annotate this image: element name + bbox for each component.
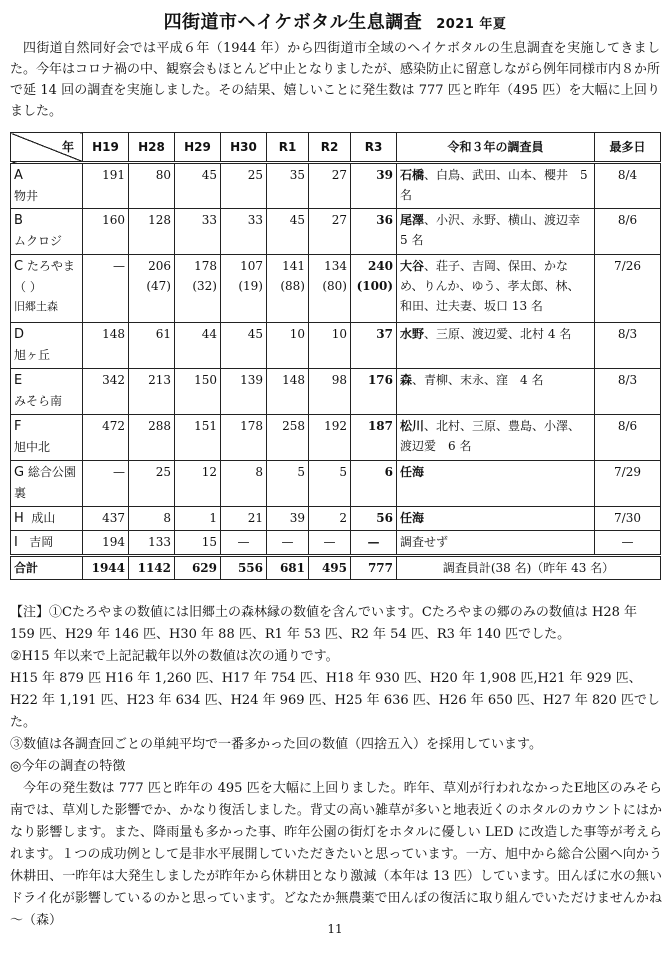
location-cell: E みそら南 xyxy=(11,369,83,415)
value-cell: 2 xyxy=(309,507,351,531)
value-cell: 33 xyxy=(175,209,221,255)
table-row xyxy=(11,507,661,531)
value-cell: 472 xyxy=(83,415,129,461)
location-cell: A 物井 xyxy=(11,163,83,209)
value-cell: 206 (47) xyxy=(129,255,175,323)
value-cell: 160 xyxy=(83,209,129,255)
surveyors-cell: 森、青柳、末永、窪 4 名 xyxy=(397,369,595,415)
total-value: 681 xyxy=(267,556,309,580)
peak-date-cell: 8/4 xyxy=(595,163,661,209)
value-cell: 33 xyxy=(221,209,267,255)
value-cell: 44 xyxy=(175,323,221,369)
value-cell: — xyxy=(221,531,267,556)
table-row xyxy=(11,209,661,255)
location-cell: D 旭ヶ丘 xyxy=(11,323,83,369)
value-cell: 213 xyxy=(129,369,175,415)
value-cell: 27 xyxy=(309,209,351,255)
value-cell: 178 xyxy=(221,415,267,461)
value-cell: 258 xyxy=(267,415,309,461)
surveyors-cell: 大谷、荘子、吉岡、保田、かなめ、りんか、ゆう、孝太郎、林、和田、辻夫妻、坂口 13 名 xyxy=(397,255,595,323)
note-2: ②H15 年以来で上記記載年以外の数値は次の通りです。 xyxy=(10,649,339,664)
peak-date-cell: — xyxy=(595,531,661,556)
total-value: 629 xyxy=(175,556,221,580)
features-paragraph: 今年の発生数は 777 匹と昨年の 495 匹を大幅に上回りました。昨年、草刈が行われなかったE地区のみそら南では、草刈した影響でか、かなり復活しました。背丈の高い雑草が多いと地表近くのホタルのカウントにはかなり影響します。また、降雨量も多かった事、昨年公園の街灯をホタルに優しい LED に改造した事等が考えられます。１つの成功例として是非水平展開していただきたいと思っています。一方、旭中から総合公園へ向かう休耕田、一昨年は大発生しましたが昨年から休耕田となり激減（本年は 13 匹）しています。田んぼに水の無いドライ化が影響しているのかと思っています。どなたか無農薬で田んぼの復活に取り組んでいただけませんかね～（森） xyxy=(10,781,662,928)
value-cell: — xyxy=(83,255,129,323)
peak-date-cell: 7/26 xyxy=(595,255,661,323)
value-cell: 437 xyxy=(83,507,129,531)
value-cell: 39 xyxy=(267,507,309,531)
value-cell: 5 xyxy=(309,461,351,507)
surveyors-cell: 尾澤、小沢、永野、横山、渡辺幸 5 名 xyxy=(397,209,595,255)
value-cell-r3: 56 xyxy=(351,507,397,531)
value-cell: 194 xyxy=(83,531,129,556)
value-cell: 35 xyxy=(267,163,309,209)
header-peak-date: 最多日 xyxy=(595,133,661,163)
value-cell: 288 xyxy=(129,415,175,461)
surveyors-cell: 石橋、白鳥、武田、山本、櫻井 5 名 xyxy=(397,163,595,209)
survey-table xyxy=(10,132,661,580)
value-cell: 151 xyxy=(175,415,221,461)
value-cell: 8 xyxy=(221,461,267,507)
value-cell: 25 xyxy=(129,461,175,507)
value-cell: 25 xyxy=(221,163,267,209)
features-heading: ◎今年の調査の特徴 xyxy=(10,759,126,774)
peak-date-cell: 8/3 xyxy=(595,323,661,369)
header-surveyors: 令和３年の調査員 xyxy=(397,133,595,163)
value-cell: 10 xyxy=(309,323,351,369)
table-row xyxy=(11,163,661,209)
value-cell: 1 xyxy=(175,507,221,531)
value-cell: 98 xyxy=(309,369,351,415)
value-cell: 178 (32) xyxy=(175,255,221,323)
value-cell-r3: 39 xyxy=(351,163,397,209)
notes-section xyxy=(10,602,662,932)
surveyors-cell: 松川、北村、三原、豊島、小澤、渡辺愛 6 名 xyxy=(397,415,595,461)
total-value-r3: 777 xyxy=(351,556,397,580)
location-cell: B ムクロジ xyxy=(11,209,83,255)
page-title xyxy=(0,8,670,34)
value-cell: 133 xyxy=(129,531,175,556)
table-row xyxy=(11,531,661,556)
total-value: 495 xyxy=(309,556,351,580)
value-cell-r3: — xyxy=(351,531,397,556)
header-year: 年 xyxy=(11,133,83,163)
value-cell: 141 (88) xyxy=(267,255,309,323)
total-value: 1944 xyxy=(83,556,129,580)
header-r3: R3 xyxy=(351,133,397,163)
value-cell-r3: 176 xyxy=(351,369,397,415)
surveyors-cell: 水野、三原、渡辺愛、北村 4 名 xyxy=(397,323,595,369)
location-cell: H 成山 xyxy=(11,507,83,531)
value-cell: 134 (80) xyxy=(309,255,351,323)
surveyors-cell: 調査せず xyxy=(397,531,595,556)
surveyors-cell: 任海 xyxy=(397,507,595,531)
value-cell-r3: 187 xyxy=(351,415,397,461)
value-cell: 191 xyxy=(83,163,129,209)
table-row xyxy=(11,461,661,507)
total-value: 556 xyxy=(221,556,267,580)
value-cell: 148 xyxy=(83,323,129,369)
value-cell: — xyxy=(267,531,309,556)
location-cell: I 吉岡 xyxy=(11,531,83,556)
note-3: ③数値は各調査回ごとの単純平均で一番多かった回の数値（四捨五入）を採用しています。 xyxy=(10,737,542,752)
note-2-values: H15 年 879 匹 H16 年 1,260 匹、H17 年 754 匹、H18 年 930 匹、H20 年 1,908 匹,H21 年 929 匹、H22 年 1,191 匹、H23 年 634 匹、H24 年 969 匹、H25 年 636 匹、H26 年 650 匹、H27 年 820 匹でした。 xyxy=(10,671,660,730)
table-row xyxy=(11,415,661,461)
value-cell: 61 xyxy=(129,323,175,369)
value-cell: 148 xyxy=(267,369,309,415)
peak-date-cell: 8/6 xyxy=(595,209,661,255)
location-cell: C たろやま（ ） 旧郷土森 xyxy=(11,255,83,323)
peak-date-cell: 8/3 xyxy=(595,369,661,415)
total-label: 合計 xyxy=(11,556,83,580)
value-cell: 139 xyxy=(221,369,267,415)
total-row xyxy=(11,556,661,580)
location-cell: G 総合公園裏 xyxy=(11,461,83,507)
value-cell: 80 xyxy=(129,163,175,209)
value-cell: 45 xyxy=(221,323,267,369)
value-cell: 21 xyxy=(221,507,267,531)
location-cell: F 旭中北 xyxy=(11,415,83,461)
table-row xyxy=(11,323,661,369)
value-cell: 5 xyxy=(267,461,309,507)
note-1: 【注】①Cたろやまの数値には旧郷土の森林縁の数値を含んでいます。Cたろやまの郷のみの数値は H28 年 159 匹、H29 年 146 匹、H30 年 88 匹、R1 年 53 匹、R2 年 54 匹、R3 年 140 匹でした。 xyxy=(10,605,637,642)
value-cell: 10 xyxy=(267,323,309,369)
value-cell-r3: 240 (100) xyxy=(351,255,397,323)
value-cell: 8 xyxy=(129,507,175,531)
value-cell: 45 xyxy=(175,163,221,209)
value-cell: 150 xyxy=(175,369,221,415)
value-cell: 107 (19) xyxy=(221,255,267,323)
table-header-row xyxy=(11,133,661,163)
peak-date-cell: 7/30 xyxy=(595,507,661,531)
value-cell: — xyxy=(309,531,351,556)
peak-date-cell: 7/29 xyxy=(595,461,661,507)
value-cell-r3: 37 xyxy=(351,323,397,369)
header-r2: R2 xyxy=(309,133,351,163)
header-h19: H19 xyxy=(83,133,129,163)
value-cell: 342 xyxy=(83,369,129,415)
table-row xyxy=(11,255,661,323)
table-row xyxy=(11,369,661,415)
value-cell: 45 xyxy=(267,209,309,255)
title-text: 四街道市ヘイケボタル生息調査 xyxy=(163,12,423,33)
value-cell-r3: 36 xyxy=(351,209,397,255)
header-h29: H29 xyxy=(175,133,221,163)
peak-date-cell: 8/6 xyxy=(595,415,661,461)
surveyor-total-note: 調査員計(38 名)（昨年 43 名） xyxy=(397,556,661,580)
value-cell: 12 xyxy=(175,461,221,507)
header-h28: H28 xyxy=(129,133,175,163)
header-r1: R1 xyxy=(267,133,309,163)
value-cell-r3: 6 xyxy=(351,461,397,507)
value-cell: — xyxy=(83,461,129,507)
value-cell: 192 xyxy=(309,415,351,461)
value-cell: 27 xyxy=(309,163,351,209)
surveyors-cell: 任海 xyxy=(397,461,595,507)
header-h30: H30 xyxy=(221,133,267,163)
value-cell: 128 xyxy=(129,209,175,255)
value-cell: 15 xyxy=(175,531,221,556)
title-year: 2021 年夏 xyxy=(436,17,507,32)
intro-paragraph: 四街道自然同好会では平成６年（1944 年）から四街道市全域のヘイケボタルの生息調査を実施してきました。今年はコロナ禍の中、観察会もほとんど中止となりましたが、感染防止に留意しながら例年同様市内８か所で延 14 回の調査を実施しました。その結果、嬉しいことに発生数は 777 匹と昨年（495 匹）を大幅に上回りました。 xyxy=(10,41,661,119)
page-number: 11 xyxy=(327,922,343,936)
total-value: 1142 xyxy=(129,556,175,580)
